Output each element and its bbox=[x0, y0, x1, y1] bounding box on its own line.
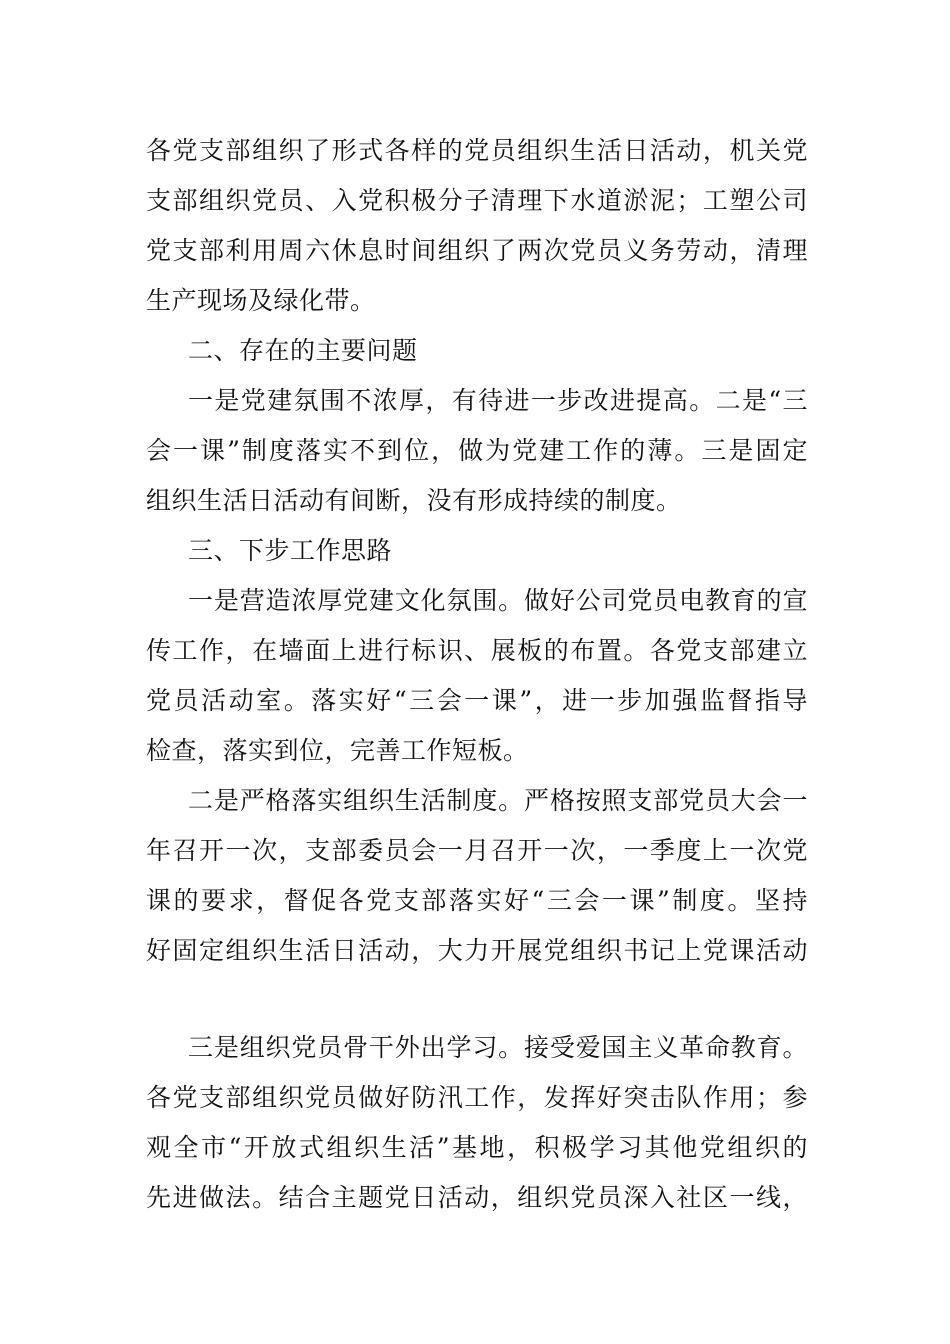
paragraph-line: 会一课”制度落实不到位，做为党建工作的薄。三是固定 bbox=[146, 436, 808, 465]
paragraph-line: 党员活动室。落实好“三会一课”，进一步加强监督指导 bbox=[146, 686, 808, 715]
paragraph-line: 各党支部组织党员做好防汛工作，发挥好突击队作用；参 bbox=[146, 1083, 808, 1112]
paragraph-line: 传工作，在墙面上进行标识、展板的布置。各党支部建立 bbox=[146, 636, 808, 665]
paragraph-line: 党支部利用周六休息时间组织了两次党员义务劳动，清理 bbox=[146, 236, 808, 265]
paragraph-line: 二是严格落实组织生活制度。严格按照支部党员大会一 bbox=[188, 786, 808, 815]
paragraph-line: 三是组织党员骨干外出学习。接受爱国主义革命教育。 bbox=[188, 1033, 808, 1062]
paragraph-line: 年召开一次，支部委员会一月召开一次，一季度上一次党 bbox=[146, 836, 808, 865]
section-heading: 三、下步工作思路 bbox=[188, 536, 393, 565]
paragraph-line: 支部组织党员、入党积极分子清理下水道淤泥；工塑公司 bbox=[146, 186, 808, 215]
paragraph-line: 好固定组织生活日活动，大力开展党组织书记上党课活动 bbox=[146, 936, 808, 965]
paragraph-line: 一是党建氛围不浓厚，有待进一步改进提高。二是“三 bbox=[188, 386, 808, 415]
paragraph-line: 检查，落实到位，完善工作短板。 bbox=[146, 736, 529, 765]
paragraph-line: 观全市“开放式组织生活”基地，积极学习其他党组织的 bbox=[146, 1133, 808, 1162]
paragraph-line: 生产现场及绿化带。 bbox=[146, 286, 376, 315]
paragraph-line: 一是营造浓厚党建文化氛围。做好公司党员电教育的宣 bbox=[188, 586, 808, 615]
paragraph-line: 课的要求，督促各党支部落实好“三会一课”制度。坚持 bbox=[146, 886, 808, 915]
paragraph-line: 组织生活日活动有间断，没有形成持续的制度。 bbox=[146, 486, 682, 515]
section-heading: 二、存在的主要问题 bbox=[188, 336, 418, 365]
paragraph-line: 各党支部组织了形式各样的党员组织生活日活动，机关党 bbox=[146, 136, 808, 165]
paragraph-line: 先进做法。结合主题党日活动，组织党员深入社区一线， bbox=[146, 1183, 808, 1212]
